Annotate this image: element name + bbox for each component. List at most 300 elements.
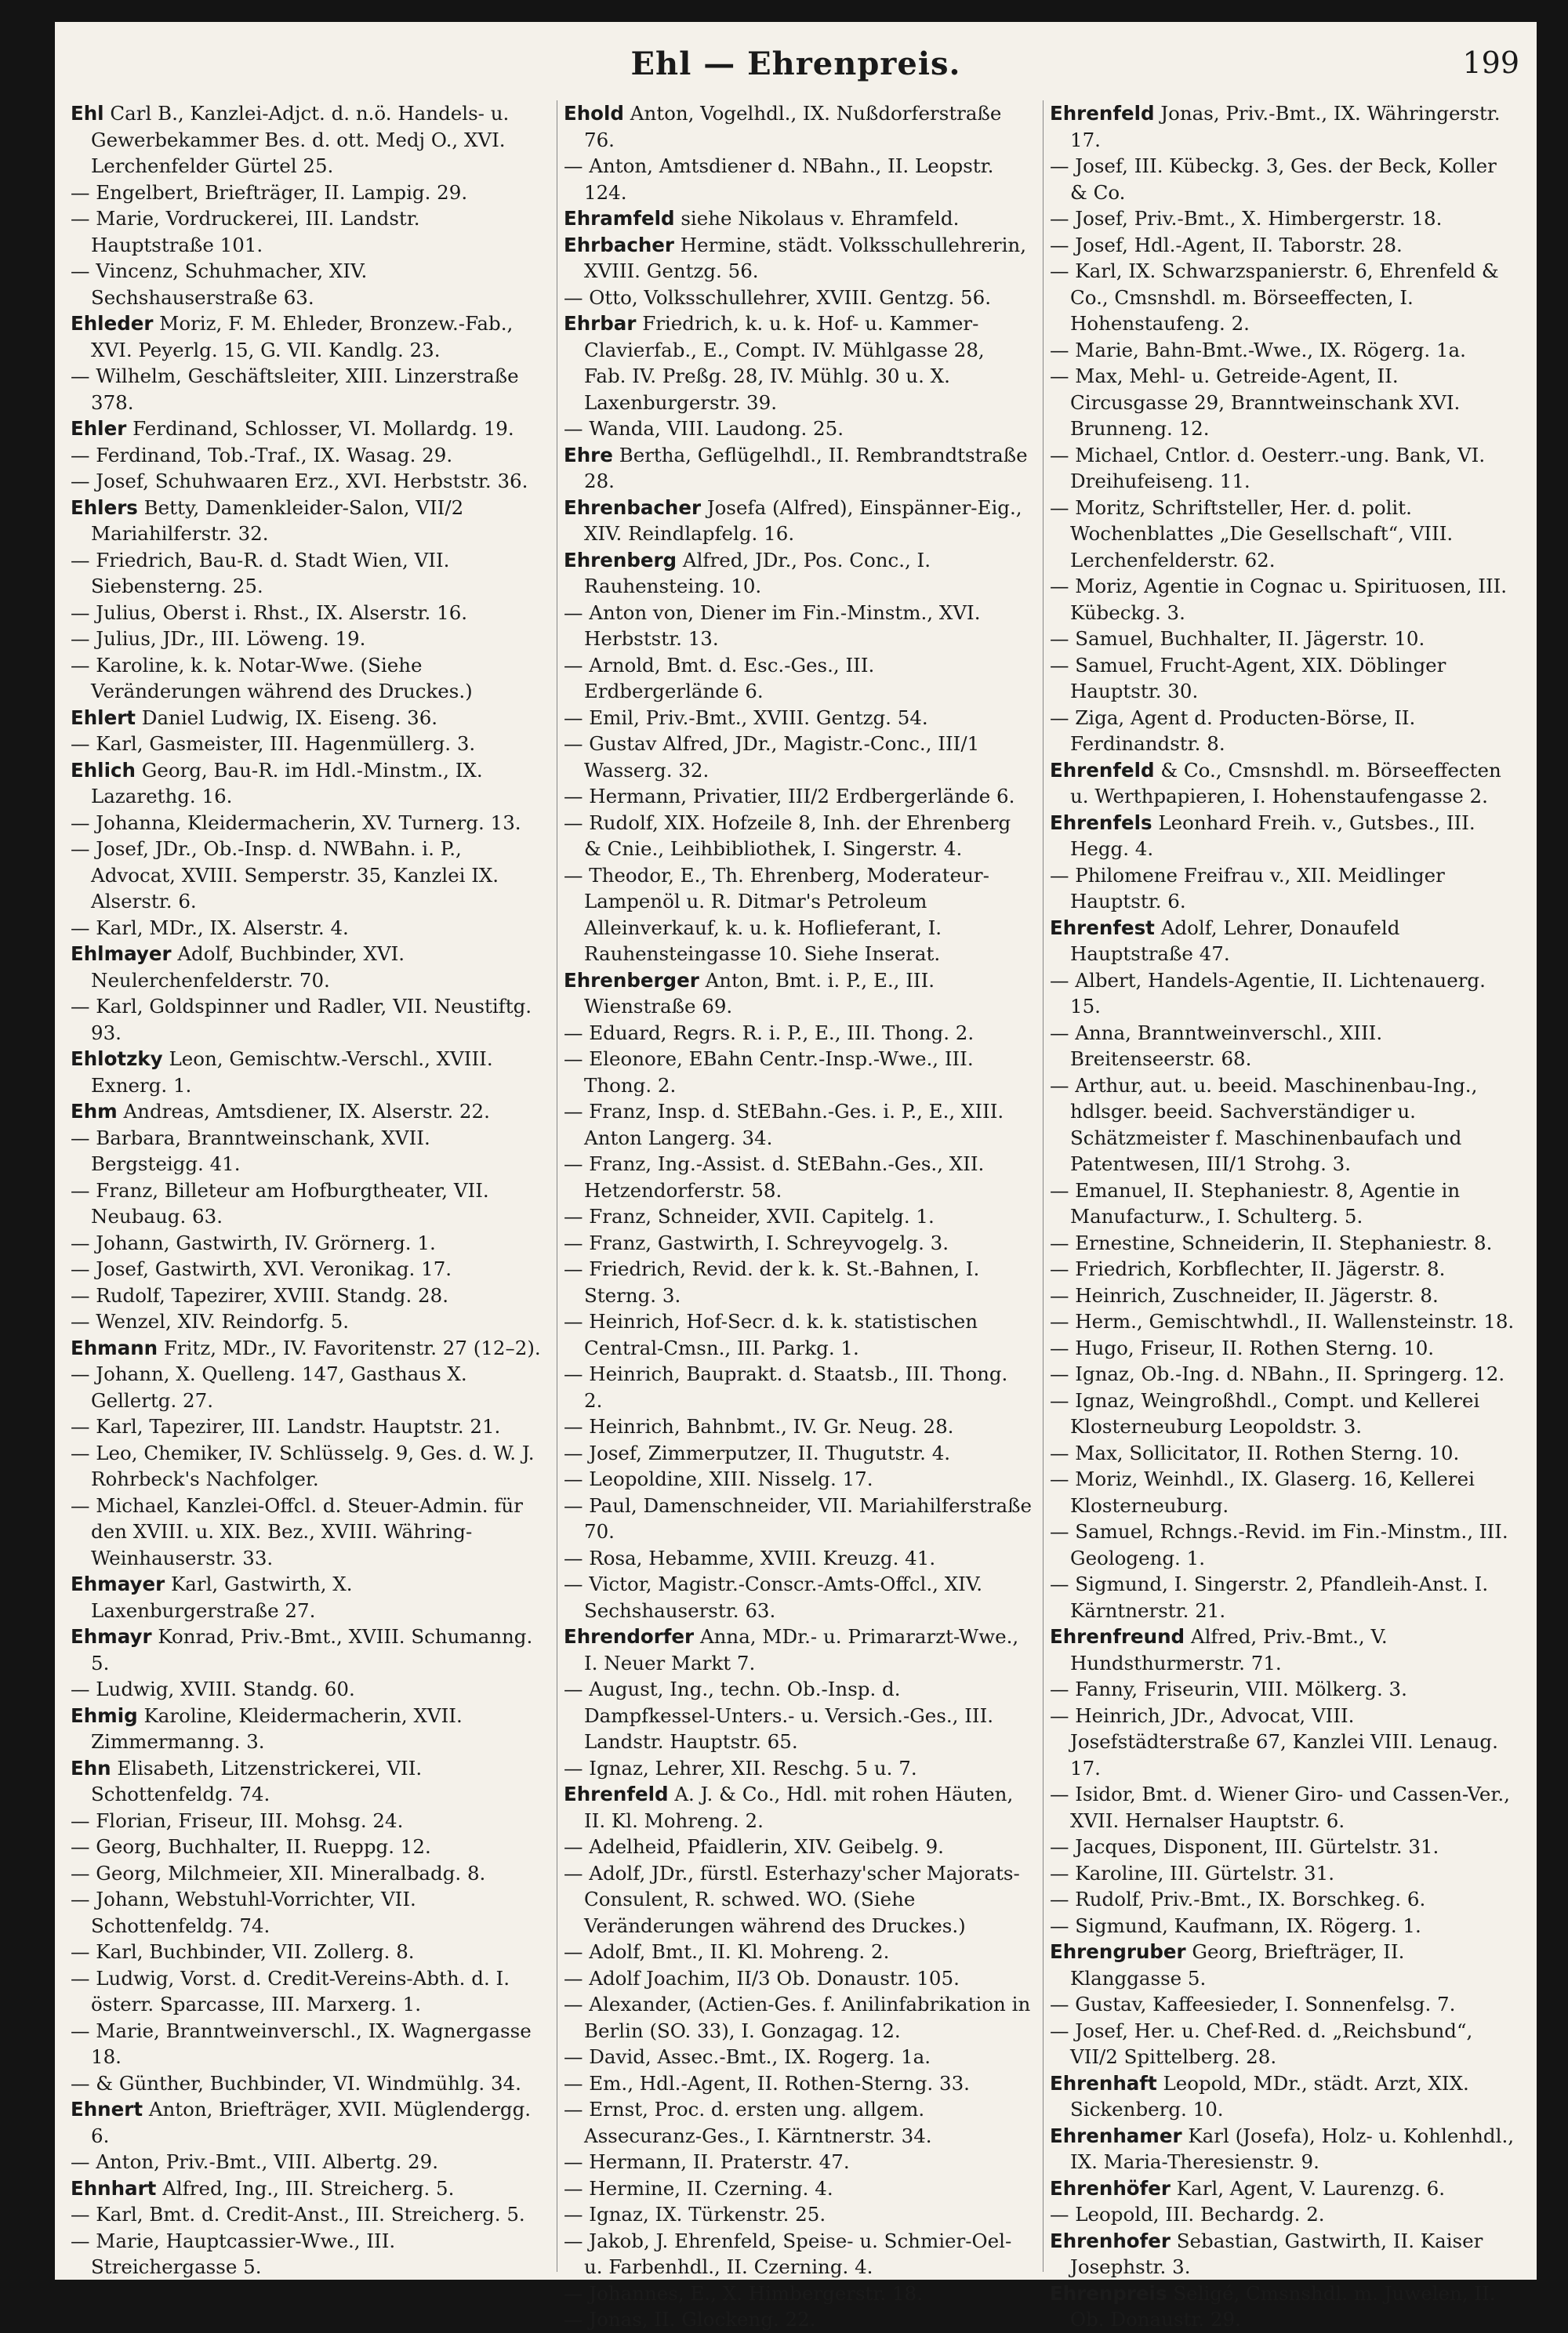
entry-text: — Josef, JDr., Ob.-Insp. d. NWBahn. i. P., Advocat, XVIII. Semperstr. 35, Kanzlei IX. Alserstr. 6. bbox=[71, 837, 499, 913]
entry-text: — Franz, Schneider, XVII. Capitelg. 1. bbox=[564, 1205, 935, 1228]
entry-text: Carl B., Kanzlei-Adjct. d. n.ö. Handels- u. Gewerbekammer Bes. d. ott. Medj O., XVI. Lerchenfelder Gürtel 25. bbox=[91, 102, 510, 177]
directory-entry bbox=[1050, 205, 1518, 232]
directory-entry bbox=[564, 442, 1032, 495]
entry-text: — Julius, JDr., III. Löweng. 19. bbox=[71, 627, 366, 650]
directory-entry bbox=[71, 1256, 545, 1283]
directory-entry bbox=[564, 810, 1032, 862]
entry-text: — Wenzel, XIV. Reindorfg. 5. bbox=[71, 1310, 350, 1333]
directory-entry bbox=[1050, 1283, 1518, 1309]
entry-text: — Heinrich, Bahnbmt., IV. Gr. Neug. 28. bbox=[564, 1415, 954, 1438]
directory-entry bbox=[71, 941, 545, 993]
entry-text: — Julius, Oberst i. Rhst., IX. Alserstr. 16. bbox=[71, 600, 468, 624]
entry-text: — Heinrich, Bauprakt. d. Staatsb., III. Thong. 2. bbox=[564, 1362, 1008, 1412]
entry-text: — Adolf Joachim, II/3 Ob. Donaustr. 105. bbox=[564, 1966, 960, 1990]
directory-entry bbox=[1050, 1571, 1518, 1624]
directory-entry bbox=[1050, 810, 1518, 862]
entry-text: Anna, MDr.- u. Primararzt-Wwe., I. Neuer Markt 7. bbox=[584, 1625, 1019, 1674]
directory-entry bbox=[564, 783, 1032, 810]
entry-text: — Victor, Magistr.-Conscr.-Amts-Offcl., XIV. Sechshauserstr. 63. bbox=[564, 1573, 983, 1622]
entry-text: — Heinrich, Hof-Secr. d. k. k. statistischen Central-Cmsn., III. Parkg. 1. bbox=[564, 1310, 978, 1359]
directory-entry bbox=[1050, 1703, 1518, 1782]
entry-text: Konrad, Priv.-Bmt., XVIII. Schumanng. 5. bbox=[91, 1625, 533, 1674]
entry-text: — Moriz, Weinhdl., IX. Glaserg. 16, Kellerei Klosterneuburg. bbox=[1050, 1468, 1475, 1517]
entry-text: — Hermann, II. Praterstr. 47. bbox=[564, 2150, 850, 2173]
entry-text: — Johannes, E., X. Himbergerstr. 18. bbox=[564, 2281, 923, 2305]
entry-text: — Anton, Amtsdiener d. NBahn., II. Leopstr. 124. bbox=[564, 154, 994, 204]
entry-text: — Engelbert, Briefträger, II. Lampig. 29. bbox=[71, 180, 468, 204]
entry-text: — Heinrich, JDr., Advocat, VIII. Josefstädterstraße 67, Kanzlei VIII. Lenaug. 17. bbox=[1050, 1703, 1498, 1780]
directory-entry bbox=[1050, 1072, 1518, 1177]
directory-entry bbox=[1050, 2201, 1518, 2228]
directory-entry bbox=[71, 836, 545, 915]
directory-entry bbox=[71, 468, 545, 495]
surname-heading: Ehl bbox=[71, 102, 104, 125]
entry-text: — Samuel, Frucht-Agent, XIX. Döblinger Hauptstr. 30. bbox=[1050, 653, 1446, 702]
directory-entry bbox=[1050, 915, 1518, 967]
directory-entry bbox=[71, 1413, 545, 1440]
entry-text: — Georg, Buchhalter, II. Rueppg. 12. bbox=[71, 1835, 431, 1858]
directory-entry bbox=[71, 415, 545, 442]
entry-text: Daniel Ludwig, IX. Eiseng. 36. bbox=[141, 706, 438, 729]
directory-entry bbox=[1050, 442, 1518, 495]
entry-text: Adolf, Buchbinder, XVI. Neulerchenfelderstr. 70. bbox=[91, 942, 405, 992]
entry-text: — Friedrich, Bau-R. d. Stadt Wien, VII. Siebensterng. 25. bbox=[71, 548, 450, 597]
directory-entry bbox=[564, 1834, 1032, 1860]
directory-entry bbox=[71, 2149, 545, 2175]
directory-entry bbox=[564, 1545, 1032, 1572]
directory-entry bbox=[564, 100, 1032, 153]
entry-text: — Anton von, Diener im Fin.-Minstm., XVI. Herbststr. 13. bbox=[564, 600, 981, 650]
entry-text: — Karl, Bmt. d. Credit-Anst., III. Streicherg. 5. bbox=[71, 2203, 525, 2226]
surname-heading: Ehrbacher bbox=[564, 233, 674, 256]
entry-text: — Ignaz, Ob.-Ing. d. NBahn., II. Springerg. 12. bbox=[1050, 1362, 1505, 1385]
directory-entry bbox=[564, 495, 1032, 547]
surname-heading: Ehmayer bbox=[71, 1573, 165, 1595]
directory-entry bbox=[71, 1283, 545, 1309]
directory-entry bbox=[564, 705, 1032, 731]
directory-entry bbox=[71, 1440, 545, 1493]
entry-text: — Friedrich, Korbflechter, II. Jägerstr. 8. bbox=[1050, 1257, 1446, 1280]
entry-text: Karl, Gastwirth, X. Laxenburgerstraße 27. bbox=[91, 1573, 353, 1622]
entry-text: — Karl, Buchbinder, VII. Zollerg. 8. bbox=[71, 1940, 415, 1963]
entry-text: — Leopoldine, XIII. Nisselg. 17. bbox=[564, 1468, 873, 1490]
directory-entry bbox=[1050, 2228, 1518, 2280]
directory-entry bbox=[564, 1991, 1032, 2044]
directory-entry bbox=[564, 652, 1032, 705]
entry-text: — Moriz, Agentie in Cognac u. Spirituosen, III. Kübeckg. 3. bbox=[1050, 575, 1508, 624]
entry-text: — Ignaz, IX. Türkenstr. 25. bbox=[564, 2203, 826, 2226]
directory-entry bbox=[564, 547, 1032, 600]
entry-text: — Samuel, Buchhalter, II. Jägerstr. 10. bbox=[1050, 627, 1425, 650]
entry-text: — Michael, Cntlor. d. Oesterr.-ung. Bank, VI. Dreihufeiseng. 11. bbox=[1050, 443, 1486, 492]
directory-entry bbox=[71, 1939, 545, 1965]
entry-text: — Emil, Priv.-Bmt., XVIII. Gentzg. 54. bbox=[564, 706, 928, 729]
directory-entry bbox=[71, 600, 545, 626]
directory-entry bbox=[564, 2306, 1032, 2333]
entry-text: Leon, Gemischtw.-Verschl., XVIII. Exnerg. 1. bbox=[91, 1047, 493, 1097]
entry-text: Elisabeth, Litzenstrickerei, VII. Schottenfeldg. 74. bbox=[91, 1756, 423, 1805]
entry-text: — Rudolf, XIX. Hofzeile 8, Inh. der Ehrenberg & Cnie., Leihbibliothek, I. Singerstr. 4. bbox=[564, 811, 1011, 860]
directory-entry bbox=[564, 1493, 1032, 1545]
entry-text: — Josef, Her. u. Chef-Red. d. „Reichsbund“, VII/2 Spittelberg. 28. bbox=[1050, 2019, 1473, 2068]
entry-text: — Ludwig, XVIII. Standg. 60. bbox=[71, 1678, 355, 1700]
directory-entry bbox=[71, 1834, 545, 1860]
directory-entry bbox=[1050, 862, 1518, 915]
surname-heading: Ehrenfeld bbox=[1050, 102, 1155, 125]
surname-heading: Ehlich bbox=[71, 758, 136, 782]
entry-text: — Johann, Webstuhl-Vorrichter, VII. Schottenfeldg. 74. bbox=[71, 1888, 416, 1937]
directory-entry bbox=[564, 2149, 1032, 2175]
directory-entry bbox=[564, 1440, 1032, 1467]
surname-heading: Ehrenhofer bbox=[1050, 2229, 1171, 2252]
entry-text: — Ignaz, Weingroßhdl., Compt. und Kellerei Klosterneuburg Leopoldstr. 3. bbox=[1050, 1388, 1480, 1438]
directory-entry bbox=[1050, 1939, 1518, 1991]
directory-entry bbox=[71, 1808, 545, 1834]
entry-text: — David, Assec.-Bmt., IX. Rogerg. 1a. bbox=[564, 2045, 931, 2068]
directory-entry bbox=[1050, 1230, 1518, 1257]
entry-text: — Gustav, Kaffeesieder, I. Sonnenfelsg. 7. bbox=[1050, 1993, 1456, 2016]
directory-entry bbox=[564, 1466, 1032, 1493]
entry-text: — Adelheid, Pfaidlerin, XIV. Geibelg. 9. bbox=[564, 1835, 944, 1858]
directory-entry bbox=[564, 1151, 1032, 1203]
directory-entry bbox=[71, 1624, 545, 1676]
entry-text: — Jonas, II. Glockeng. 22. bbox=[564, 2308, 816, 2331]
directory-entry bbox=[71, 1098, 545, 1125]
directory-entry bbox=[1050, 1834, 1518, 1860]
entry-text: — Josef, Hdl.-Agent, II. Taborstr. 28. bbox=[1050, 233, 1403, 256]
directory-entry bbox=[71, 1177, 545, 1230]
directory-entry bbox=[564, 1571, 1032, 1624]
entry-text: Jonas, Priv.-Bmt., IX. Währingerstr. 17. bbox=[1070, 102, 1501, 151]
directory-entry bbox=[1050, 100, 1518, 153]
surname-heading: Ehrbar bbox=[564, 312, 637, 335]
directory-entry bbox=[1050, 1913, 1518, 1939]
surname-heading: Ehmig bbox=[71, 1703, 138, 1727]
entry-text: — Eleonore, EBahn Centr.-Insp.-Wwe., III. Thong. 2. bbox=[564, 1047, 974, 1097]
directory-entry bbox=[564, 2201, 1032, 2228]
surname-heading: Ehler bbox=[71, 417, 127, 440]
entry-text: Friedrich, k. u. k. Hof- u. Kammer-Clavierfab., E., Compt. IV. Mühlgasse 28, Fab. IV. Preßg. 28, IV. Mühlg. 30 u. X. Laxenburgerstr. 39. bbox=[584, 312, 985, 414]
directory-entry bbox=[1050, 258, 1518, 337]
directory-entry bbox=[564, 2175, 1032, 2202]
directory-entry bbox=[564, 2096, 1032, 2149]
entry-text: Alfred, Ing., III. Streicherg. 5. bbox=[162, 2176, 455, 2200]
entry-text: — Alexander, (Actien-Ges. f. Anilinfabrikation in Berlin (SO. 33), I. Gonzagag. 12. bbox=[564, 1993, 1031, 2042]
entry-text: — Johann, Gastwirth, IV. Grörnerg. 1. bbox=[71, 1231, 436, 1254]
directory-entry bbox=[71, 310, 545, 363]
page-header bbox=[55, 39, 1537, 94]
entry-text: — Friedrich, Revid. der k. k. St.-Bahnen, I. Sterng. 3. bbox=[564, 1257, 980, 1307]
directory-entry bbox=[71, 205, 545, 258]
entry-text: — Leo, Chemiker, IV. Schlüsselg. 9, Ges. d. W. J. Rohrbeck's Nachfolger. bbox=[71, 1441, 535, 1490]
directory-entry bbox=[71, 1308, 545, 1335]
directory-entry bbox=[564, 1256, 1032, 1308]
entry-text: — Georg, Milchmeier, XII. Mineralbadg. 8. bbox=[71, 1861, 486, 1885]
directory-entry bbox=[71, 626, 545, 652]
directory-entry bbox=[564, 1860, 1032, 1939]
directory-entry bbox=[1050, 2123, 1518, 2175]
entry-text: — Vincenz, Schuhmacher, XIV. Sechshauserstraße 63. bbox=[71, 259, 368, 309]
surname-heading: Ehlers bbox=[71, 495, 138, 519]
entry-text: — Philomene Freifrau v., XII. Meidlinger Hauptstr. 6. bbox=[1050, 863, 1445, 913]
entry-text: — Arthur, aut. u. beeid. Maschinenbau-Ing., hdlsger. beeid. Sachverständiger u. Schätzmeister f. Maschinenbaufach und Patentwesen, III/1 Strohg. 3. bbox=[1050, 1073, 1478, 1175]
directory-entry bbox=[71, 652, 545, 705]
entry-text: Josefa (Alfred), Einspänner-Eig., XIV. Reindlapfelg. 16. bbox=[584, 495, 1022, 545]
entry-text: — Florian, Friseur, III. Mohsg. 24. bbox=[71, 1809, 404, 1832]
directory-entry bbox=[1050, 1308, 1518, 1335]
entry-text: — Fanny, Friseurin, VIII. Mölkerg. 3. bbox=[1050, 1678, 1407, 1700]
directory-entry bbox=[1050, 153, 1518, 205]
entry-text: Betty, Damenkleider-Salon, VII/2 Mariahilferstr. 32. bbox=[91, 495, 464, 545]
entry-text: — Arnold, Bmt. d. Esc.-Ges., III. Erdbergerlände 6. bbox=[564, 653, 875, 702]
surname-heading: Ehrenhaft bbox=[1050, 2071, 1157, 2095]
surname-heading: Ehlert bbox=[71, 706, 136, 729]
entry-text: — Eduard, Regrs. R. i. P., E., III. Thong. 2. bbox=[564, 1021, 975, 1044]
directory-entry bbox=[1050, 337, 1518, 364]
directory-entry bbox=[564, 1098, 1032, 1151]
entry-text: — Barbara, Branntweinschank, XVII. Bergsteigg. 41. bbox=[71, 1126, 430, 1175]
directory-entry bbox=[564, 1939, 1032, 1965]
directory-entry bbox=[564, 731, 1032, 783]
entry-text: — Josef, III. Kübeckg. 3, Ges. der Beck, Koller & Co. bbox=[1050, 154, 1497, 204]
entry-text: — Anna, Branntweinverschl., XIII. Breitenseerstr. 68. bbox=[1050, 1021, 1383, 1070]
entry-text: Leonhard Freih. v., Gutsbes., III. Hegg. 4. bbox=[1070, 811, 1475, 860]
directory-entry bbox=[71, 1046, 545, 1098]
directory-entry bbox=[1050, 1781, 1518, 1834]
surname-heading: Ehrengruber bbox=[1050, 1940, 1186, 1963]
directory-page bbox=[55, 22, 1537, 2331]
column-2 bbox=[557, 100, 1032, 2331]
directory-entry bbox=[564, 1020, 1032, 1047]
directory-entry bbox=[564, 2228, 1032, 2280]
directory-entry bbox=[71, 2175, 545, 2202]
entry-text: — Franz, Gastwirth, I. Schreyvogelg. 3. bbox=[564, 1231, 949, 1254]
surname-heading: Ehmayr bbox=[71, 1625, 152, 1648]
entry-text: — Anton, Priv.-Bmt., VIII. Albertg. 29. bbox=[71, 2150, 438, 2173]
directory-entry bbox=[1050, 573, 1518, 626]
entry-text: Andreas, Amtsdiener, IX. Alserstr. 22. bbox=[123, 1100, 490, 1123]
directory-entry bbox=[71, 442, 545, 469]
directory-entry bbox=[564, 1624, 1032, 1676]
entry-text: — Michael, Kanzlei-Offcl. d. Steuer-Admin. für den XVIII. u. XIX. Bez., XVIII. Währing-Weinhauserstr. 33. bbox=[71, 1493, 523, 1569]
directory-entry bbox=[564, 153, 1032, 205]
entry-text: — Sigmund, I. Singerstr. 2, Pfandleih-Anst. I. Kärntnerstr. 21. bbox=[1050, 1573, 1489, 1622]
entry-text: — Johanna, Kleidermacherin, XV. Turnerg. 13. bbox=[71, 811, 521, 834]
directory-entry bbox=[71, 1755, 545, 1808]
directory-entry bbox=[71, 1361, 545, 1413]
entry-text: Alfred, JDr., Pos. Conc., I. Rauhensteing. 10. bbox=[584, 548, 931, 597]
directory-entry bbox=[71, 1230, 545, 1257]
entry-text: Karl, Agent, V. Laurenzg. 6. bbox=[1176, 2176, 1446, 2200]
directory-entry bbox=[71, 2201, 545, 2228]
directory-entry bbox=[564, 205, 1032, 232]
directory-entry bbox=[1050, 1676, 1518, 1703]
entry-text: — Adolf, Bmt., II. Kl. Mohreng. 2. bbox=[564, 1940, 890, 1963]
directory-entry bbox=[71, 1335, 545, 1362]
entry-text: — Jakob, J. Ehrenfeld, Speise- u. Schmier-Oel- u. Farbenhdl., II. Czerning. 4. bbox=[564, 2229, 1012, 2278]
entry-text: — Josef, Schuhwaaren Erz., XVI. Herbststr. 36. bbox=[71, 470, 528, 492]
directory-entry bbox=[564, 1413, 1032, 1440]
directory-entry bbox=[564, 1361, 1032, 1413]
directory-entry bbox=[1050, 1860, 1518, 1887]
surname-heading: Ehold bbox=[564, 102, 624, 125]
directory-entry bbox=[564, 1203, 1032, 1230]
entry-text: — Isidor, Bmt. d. Wiener Giro- und Cassen-Ver., XVII. Hernalser Hauptstr. 6. bbox=[1050, 1783, 1510, 1832]
directory-entry bbox=[1050, 2175, 1518, 2202]
entry-text: — Karoline, k. k. Notar-Wwe. (Siehe Veränderungen während des Druckes.) bbox=[71, 653, 473, 702]
entry-text: — Max, Sollicitator, II. Rothen Sterng. 10. bbox=[1050, 1441, 1460, 1464]
surname-heading: Ehrenfreund bbox=[1050, 1625, 1185, 1648]
entry-text: Leopold, MDr., städt. Arzt, XIX. Sickenberg. 10. bbox=[1070, 2071, 1469, 2121]
directory-entry bbox=[1050, 705, 1518, 757]
entry-text: Karoline, Kleidermacherin, XVII. Zimmermanng. 3. bbox=[91, 1703, 463, 1753]
directory-entry bbox=[1050, 2070, 1518, 2123]
entry-text: — Josef, Priv.-Bmt., X. Himbergerstr. 18. bbox=[1050, 207, 1443, 230]
directory-entry bbox=[564, 1676, 1032, 1755]
entry-text: — Wilhelm, Geschäftsleiter, XIII. Linzerstraße 378. bbox=[71, 365, 519, 414]
surname-heading: Ehm bbox=[71, 1100, 118, 1123]
directory-entry bbox=[1050, 495, 1518, 574]
entry-text: — August, Ing., techn. Ob.-Insp. d. Dampfkessel-Unters.- u. Versich.-Ges., III. Landstr. Hauptstr. 65. bbox=[564, 1678, 994, 1753]
directory-entry bbox=[71, 1571, 545, 1624]
running-title: Ehl — Ehrenpreis. bbox=[630, 45, 961, 82]
entry-text: — Franz, Ing.-Assist. d. StEBahn.-Ges., XII. Hetzendorferstr. 58. bbox=[564, 1152, 985, 1202]
directory-entry bbox=[71, 2228, 545, 2280]
entry-text: Alfred, Priv.-Bmt., V. Hundsthurmerstr. 71. bbox=[1070, 1625, 1388, 1674]
column-1 bbox=[71, 100, 545, 2278]
entry-text: — Karoline, III. Gürtelstr. 31. bbox=[1050, 1861, 1335, 1885]
entry-text: — Emanuel, II. Stephaniestr. 8, Agentie in Manufacturw., I. Schulterg. 5. bbox=[1050, 1178, 1461, 1228]
entry-text: — Marie, Bahn-Bmt.-Wwe., IX. Rögerg. 1a. bbox=[1050, 338, 1466, 361]
entry-text: — Marie, Branntweinverschl., IX. Wagnergasse 18. bbox=[71, 2019, 532, 2068]
directory-entry bbox=[564, 415, 1032, 442]
directory-entry bbox=[71, 180, 545, 206]
directory-entry bbox=[1050, 2280, 1518, 2333]
entry-text: Adolf, Lehrer, Donaufeld Hauptstraße 47. bbox=[1070, 916, 1400, 965]
directory-entry bbox=[564, 967, 1032, 1020]
entry-text: — Ignaz, Lehrer, XII. Reschg. 5 u. 7. bbox=[564, 1756, 917, 1780]
entry-text: — Rudolf, Tapezirer, XVIII. Standg. 28. bbox=[71, 1283, 448, 1307]
directory-entry bbox=[1050, 1361, 1518, 1388]
entry-text: — Heinrich, Zuschneider, II. Jägerstr. 8. bbox=[1050, 1283, 1439, 1307]
directory-entry bbox=[71, 1886, 545, 1939]
directory-entry bbox=[564, 1230, 1032, 1257]
directory-entry bbox=[71, 993, 545, 1046]
directory-entry bbox=[564, 1308, 1032, 1361]
entry-text: — Otto, Volksschullehrer, XVIII. Gentzg. 56. bbox=[564, 285, 992, 309]
entry-text: Anton, Vogelhdl., IX. Nußdorferstraße 76. bbox=[584, 102, 1002, 151]
entry-text: — Ziga, Agent d. Producten-Börse, II. Ferdinandstr. 8. bbox=[1050, 706, 1416, 755]
entry-text: — Karl, Tapezirer, III. Landstr. Hauptstr. 21. bbox=[71, 1415, 501, 1438]
entry-text: — Hugo, Friseur, II. Rothen Sterng. 10. bbox=[1050, 1336, 1435, 1359]
directory-entry bbox=[564, 1781, 1032, 1834]
surname-heading: Ehlotzky bbox=[71, 1047, 163, 1070]
directory-entry bbox=[1050, 2018, 1518, 2070]
entry-text: — Wanda, VIII. Laudong. 25. bbox=[564, 417, 844, 440]
directory-entry bbox=[564, 1046, 1032, 1098]
surname-heading: Ehlmayer bbox=[71, 942, 172, 965]
surname-heading: Ehrenberg bbox=[564, 548, 677, 571]
surname-heading: Ehramfeld bbox=[564, 207, 675, 230]
directory-entry bbox=[1050, 1886, 1518, 1913]
entry-text: — Ludwig, Vorst. d. Credit-Vereins-Abth. d. I. österr. Sparcasse, III. Marxerg. 1. bbox=[71, 1966, 510, 2016]
entry-text: Moriz, F. M. Ehleder, Bronzew.-Fab., XVI. Peyerlg. 15, G. VII. Kandlg. 23. bbox=[91, 312, 514, 361]
entry-text: Sebastian, Gastwirth, II. Kaiser Josephstr. 3. bbox=[1070, 2229, 1483, 2278]
directory-entry bbox=[564, 1755, 1032, 1782]
surname-heading: Ehnert bbox=[71, 2098, 143, 2121]
surname-heading: Ehn bbox=[71, 1756, 111, 1780]
entry-text: siehe Nikolaus v. Ehramfeld. bbox=[681, 207, 960, 230]
surname-heading: Ehnhart bbox=[71, 2176, 157, 2200]
directory-entry bbox=[1050, 1466, 1518, 1518]
entry-text: — Johann, X. Quelleng. 147, Gasthaus X. Gellertg. 27. bbox=[71, 1362, 467, 1412]
directory-entry bbox=[71, 363, 545, 415]
surname-heading: Ehleder bbox=[71, 312, 154, 335]
entry-text: Anton, Briefträger, XVII. Müglendergg. 6. bbox=[91, 2098, 532, 2147]
entry-text: Bertha, Geflügelhdl., II. Rembrandtstraße 28. bbox=[584, 443, 1028, 492]
directory-entry bbox=[71, 1860, 545, 1887]
surname-heading: Ehrenpreis bbox=[1050, 2281, 1167, 2305]
entry-text: — Ernestine, Schneiderin, II. Stephaniestr. 8. bbox=[1050, 1231, 1493, 1254]
directory-entry bbox=[1050, 1177, 1518, 1230]
surname-heading: Ehrendorfer bbox=[564, 1625, 695, 1648]
entry-text: — Franz, Billeteur am Hofburgtheater, VII. Neubaug. 63. bbox=[71, 1178, 489, 1228]
entry-text: Anton, Bmt. i. P., E., III. Wienstraße 69. bbox=[584, 968, 935, 1018]
directory-entry bbox=[564, 2280, 1032, 2307]
surname-heading: Ehrenfeld bbox=[1050, 758, 1155, 782]
entry-text: — Adolf, JDr., fürstl. Esterhazy'scher Majorats-Consulent, R. schwed. WO. (Siehe Veränderungen während des Druckes.) bbox=[564, 1861, 1020, 1937]
column-3 bbox=[1043, 100, 1518, 2331]
page-number: 199 bbox=[1462, 45, 1519, 80]
entry-text: — Gustav Alfred, JDr., Magistr.-Conc., III/1 Wasserg. 32. bbox=[564, 732, 980, 782]
entry-text: Seligé, Cmsnshdl. m. Juwelen, II. Ob. Donaustr. 29. bbox=[1070, 2281, 1496, 2331]
directory-entry bbox=[71, 1493, 545, 1572]
directory-entry bbox=[71, 915, 545, 942]
directory-entry bbox=[71, 757, 545, 810]
entry-text: — Sigmund, Kaufmann, IX. Rögerg. 1. bbox=[1050, 1914, 1421, 1937]
entry-text: — Max, Mehl- u. Getreide-Agent, II. Circusgasse 29, Branntweinschank XVI. Brunneng. 12. bbox=[1050, 365, 1461, 440]
directory-entry bbox=[1050, 1335, 1518, 1362]
entry-text: — Ferdinand, Tob.-Traf., IX. Wasag. 29. bbox=[71, 443, 453, 466]
surname-heading: Ehrenhöfer bbox=[1050, 2176, 1171, 2200]
surname-heading: Ehmann bbox=[71, 1336, 158, 1359]
directory-entry bbox=[71, 705, 545, 731]
directory-entry bbox=[71, 1676, 545, 1703]
surname-heading: Ehrenfeld bbox=[564, 1783, 669, 1805]
entry-text: — Josef, Gastwirth, XVI. Veronikag. 17. bbox=[71, 1257, 452, 1280]
directory-entry bbox=[71, 731, 545, 757]
directory-entry bbox=[564, 2044, 1032, 2070]
directory-entry bbox=[564, 1965, 1032, 1992]
directory-entry bbox=[71, 2070, 545, 2097]
directory-entry bbox=[71, 100, 545, 180]
entry-text: Georg, Briefträger, II. Klanggasse 5. bbox=[1070, 1940, 1405, 1990]
entry-text: — Franz, Insp. d. StEBahn.-Ges. i. P., E., XIII. Anton Langerg. 34. bbox=[564, 1100, 1004, 1149]
directory-entry bbox=[71, 1125, 545, 1177]
surname-heading: Ehrenhamer bbox=[1050, 2124, 1182, 2147]
directory-entry bbox=[564, 2070, 1032, 2097]
entry-text: — Leopold, III. Bechardg. 2. bbox=[1050, 2203, 1325, 2226]
directory-columns bbox=[71, 100, 1529, 2331]
entry-text: — & Günther, Buchbinder, VI. Windmühlg. 34. bbox=[71, 2071, 521, 2095]
directory-entry bbox=[1050, 1624, 1518, 1676]
surname-heading: Ehrenfest bbox=[1050, 916, 1155, 939]
entry-text: — Marie, Vordruckerei, III. Landstr. Hauptstraße 101. bbox=[71, 207, 420, 256]
surname-heading: Ehrenfels bbox=[1050, 811, 1152, 834]
directory-entry bbox=[1050, 232, 1518, 259]
entry-text: — Herm., Gemischtwhdl., II. Wallensteinstr. 18. bbox=[1050, 1310, 1515, 1333]
directory-entry bbox=[1050, 1440, 1518, 1467]
